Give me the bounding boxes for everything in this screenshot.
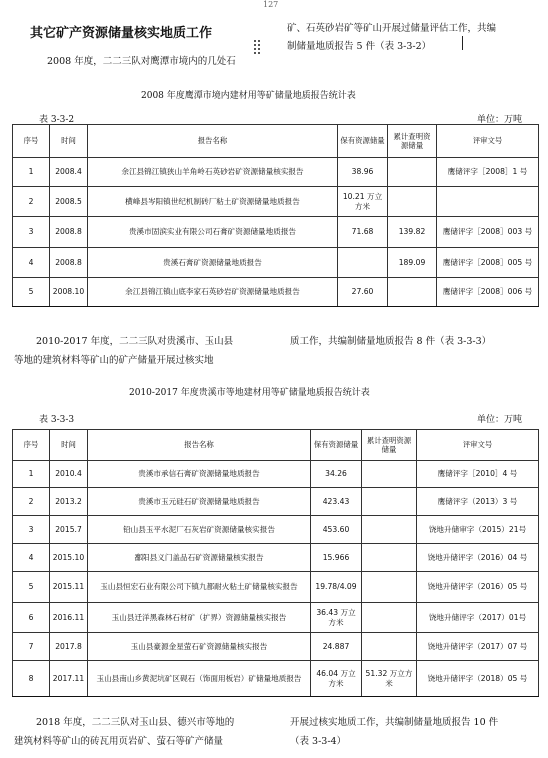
table-cell: 3 xyxy=(13,516,50,544)
table-row xyxy=(13,572,539,603)
table-cell: 鹰储评字［2008］005 号 xyxy=(437,248,539,278)
table-row xyxy=(13,248,539,278)
table-cell: 玉山县南山乡黄泥坑矿区砚石（饰面用板岩）矿储量地质报告 xyxy=(88,661,311,697)
table2-header: 报告名称 xyxy=(88,430,311,461)
table-cell: 38.96 xyxy=(338,158,388,187)
table-cell: 玉山县豪源金星萤石矿资源储量核实报告 xyxy=(88,633,311,661)
para1-left: 2008 年度，二二三队对鹰潭市境内的几处石 xyxy=(47,56,236,67)
table-cell: 饶地升储评字（2016）05 号 xyxy=(417,572,539,603)
table-cell: 贵溪市承信石膏矿资源储量地质报告 xyxy=(88,461,311,488)
table-cell: 7 xyxy=(13,633,50,661)
table-cell xyxy=(338,248,388,278)
table-cell: 饶地升储评字（2017）01号 xyxy=(417,603,539,633)
table-row xyxy=(13,461,539,488)
table-cell: 24.887 xyxy=(311,633,362,661)
table-cell: 2015.11 xyxy=(50,572,88,603)
table-cell xyxy=(362,633,417,661)
table-cell: 余江县锦江镇狭山羊角岭石英砂岩矿资源储量核实报告 xyxy=(88,158,338,187)
table-cell xyxy=(362,461,417,488)
text-cursor xyxy=(462,36,463,50)
table-cell: 71.68 xyxy=(338,217,388,248)
para3-left-line1: 2018 年度，二二三队对玉山县、德兴市等地的 xyxy=(36,717,235,728)
table1-header: 累计查明资源储量 xyxy=(388,125,437,158)
table-cell xyxy=(362,516,417,544)
table-cell: 鹰储评字（2013）3 号 xyxy=(417,488,539,516)
table-row xyxy=(13,633,539,661)
table2-header: 保有资源储量 xyxy=(311,430,362,461)
section-title: 其它矿产资源储量核实地质工作 xyxy=(30,26,213,41)
table-row xyxy=(13,516,539,544)
table1-unit: 单位：万吨 xyxy=(477,115,523,125)
table-cell: 2016.11 xyxy=(50,603,88,633)
table-row xyxy=(13,158,539,187)
para3-left-line2: 建筑材料等矿山的砖瓦用页岩矿、萤石等矿产储量 xyxy=(14,736,224,747)
table-cell: 51.32 万立方米 xyxy=(362,661,417,697)
table-cell: 6 xyxy=(13,603,50,633)
table-cell: 34.26 xyxy=(311,461,362,488)
table-cell: 4 xyxy=(13,248,50,278)
table-cell: 139.82 xyxy=(388,217,437,248)
table-row xyxy=(13,187,539,217)
para2-right-line1: 质工作，共编制储量地质报告 8 件（表 3-3-3） xyxy=(290,336,492,347)
table-row xyxy=(13,544,539,572)
table-cell: 余江县锦江镇山底李家石英砂岩矿资源储量地质报告 xyxy=(88,278,338,307)
table1-header-row xyxy=(13,125,539,158)
table-cell: 1 xyxy=(13,158,50,187)
table-cell xyxy=(388,278,437,307)
table-cell: 5 xyxy=(13,572,50,603)
table1-header: 评审文号 xyxy=(437,125,539,158)
table-cell: 2008.5 xyxy=(50,187,88,217)
table-cell: 2 xyxy=(13,488,50,516)
para3-right-line2: （表 3-3-4） xyxy=(290,736,347,747)
table2-header-row xyxy=(13,430,539,461)
table-cell: 玉山县恒宏石业有限公司下镇九都耐火粘土矿储量核实报告 xyxy=(88,572,311,603)
table-cell: 贵溪石膏矿资源储量地质报告 xyxy=(88,248,338,278)
table2-title: 2010-2017 年度贵溪市等地建材用等矿储量地质报告统计表 xyxy=(129,388,370,398)
table-cell: 2 xyxy=(13,187,50,217)
table-cell: 鹰储评字［2008］1 号 xyxy=(437,158,539,187)
table-cell: 饶地升储审字（2015）21号 xyxy=(417,516,539,544)
table-cell: 横峰县岑阳镇世纪机制砖厂粘土矿资源储量地质报告 xyxy=(88,187,338,217)
table-cell: 15.966 xyxy=(311,544,362,572)
table1-header: 报告名称 xyxy=(88,125,338,158)
table2-header: 时间 xyxy=(50,430,88,461)
table-cell xyxy=(388,158,437,187)
table2-header: 累计查明资源储量 xyxy=(362,430,417,461)
table-row xyxy=(13,488,539,516)
table1-title: 2008 年度鹰潭市境内建材用等矿储量地质报告统计表 xyxy=(141,91,356,101)
table1 xyxy=(12,124,539,307)
table-cell: 2008.8 xyxy=(50,248,88,278)
table-cell: 鹰储评字［2008］006 号 xyxy=(437,278,539,307)
table-cell: 2015.10 xyxy=(50,544,88,572)
table-cell: 2008.10 xyxy=(50,278,88,307)
table-cell: 2013.2 xyxy=(50,488,88,516)
table1-header: 时间 xyxy=(50,125,88,158)
table2-header: 序号 xyxy=(13,430,50,461)
table-cell xyxy=(362,603,417,633)
table-cell: 4 xyxy=(13,544,50,572)
page-number: 127 xyxy=(263,0,279,9)
table-cell: 27.60 xyxy=(338,278,388,307)
table-cell: 玉山县迁洋黑森林石材矿（扩界）资源储量核实报告 xyxy=(88,603,311,633)
para3-right-line1: 开展过核实地质工作，共编制储量地质报告 10 件 xyxy=(290,717,499,728)
para1-right-line2: 制储量地质报告 5 件（表 3-3-2） xyxy=(287,41,432,52)
table-cell: 453.60 xyxy=(311,516,362,544)
table-cell: 2015.7 xyxy=(50,516,88,544)
table-cell: 2017.8 xyxy=(50,633,88,661)
table1-header: 序号 xyxy=(13,125,50,158)
table-cell: 饶地升储评字（2016）04 号 xyxy=(417,544,539,572)
table1-label: 表 3-3-2 xyxy=(39,115,75,125)
table2-label: 表 3-3-3 xyxy=(39,415,75,425)
table-row xyxy=(13,603,539,633)
table-cell: 贵溪市固滨实业有限公司石膏矿资源储量地质报告 xyxy=(88,217,338,248)
table-cell: 8 xyxy=(13,661,50,697)
table-cell xyxy=(388,187,437,217)
table-cell: 饶地升储评字（2018）05 号 xyxy=(417,661,539,697)
para1-right-line1: 矿、石英砂岩矿等矿山开展过储量评估工作，共编 xyxy=(287,23,497,34)
table-cell: 鹰储评字［2010］4 号 xyxy=(417,461,539,488)
table-cell: 贵溪市玉元硅石矿资源储量地质报告 xyxy=(88,488,311,516)
table2-unit: 单位：万吨 xyxy=(477,415,523,425)
table-cell: 2008.4 xyxy=(50,158,88,187)
table-cell: 1 xyxy=(13,461,50,488)
para2-left-line1: 2010-2017 年度，二二三队对贵溪市、玉山县 xyxy=(36,336,234,347)
table-cell: 423.43 xyxy=(311,488,362,516)
table-cell: 46.04 万立方米 xyxy=(311,661,362,697)
table-cell: 2008.8 xyxy=(50,217,88,248)
table-cell xyxy=(437,187,539,217)
table-cell: 5 xyxy=(13,278,50,307)
table-cell xyxy=(362,572,417,603)
table-cell: 鹰储评字［2008］003 号 xyxy=(437,217,539,248)
table-row xyxy=(13,217,539,248)
table-cell: 饶地升储评字（2017）07 号 xyxy=(417,633,539,661)
table-cell: 189.09 xyxy=(388,248,437,278)
table-cell: 2017.11 xyxy=(50,661,88,697)
table-row xyxy=(13,278,539,307)
table-cell: 3 xyxy=(13,217,50,248)
table2-header: 评审文号 xyxy=(417,430,539,461)
table-cell: 36.43 万立方米 xyxy=(311,603,362,633)
grip-dots-icon xyxy=(254,40,262,54)
table1-header: 保有资源储量 xyxy=(338,125,388,158)
table-cell xyxy=(362,488,417,516)
table-row xyxy=(13,661,539,697)
table-cell xyxy=(362,544,417,572)
table-cell: 2010.4 xyxy=(50,461,88,488)
table-cell: 19.78/4.09 xyxy=(311,572,362,603)
table-cell: 鄱阳县义门盖品石矿资源储量核实报告 xyxy=(88,544,311,572)
para2-left-line2: 等地的建筑材料等矿山的矿产储量开展过核实地 xyxy=(14,355,214,366)
table-cell: 铅山县玉平水泥厂石灰岩矿资源储量核实报告 xyxy=(88,516,311,544)
table2 xyxy=(12,429,539,697)
table-cell: 10.21 万立方米 xyxy=(338,187,388,217)
